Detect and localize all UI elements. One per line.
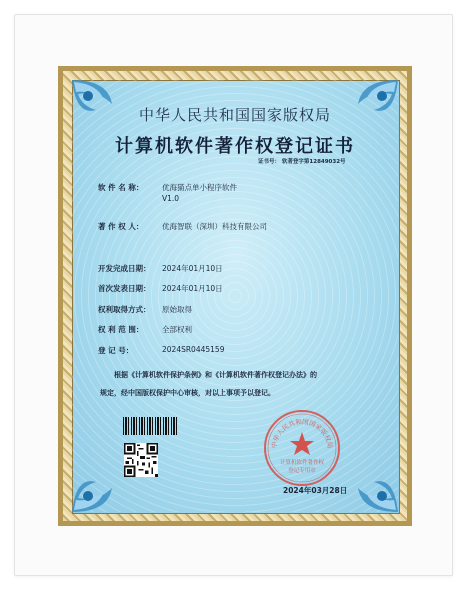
field-value: 2024年01月10日 — [162, 264, 223, 273]
certificate-title: 计算机软件著作权登记证书 — [115, 136, 355, 157]
field-label: 登 记 号： — [98, 346, 134, 355]
agency-title: 中华人民共和国国家版权局 — [138, 106, 331, 124]
issue-date: 2024年03月28日 — [283, 486, 348, 495]
field-label: 权 利 范 围： — [98, 325, 144, 334]
field-value: V1.0 — [162, 194, 180, 203]
seal-text: 中华人民共和国国家版权局 — [269, 417, 335, 449]
star-icon — [290, 432, 314, 455]
seal-subtext: 登记专用章 — [288, 468, 316, 474]
field-value: 优海猫点单小程序软件 — [162, 183, 237, 192]
field-value: 原始取得 — [162, 305, 192, 314]
field-label: 首次发表日期： — [98, 284, 151, 293]
field-value: 优海智联（深圳）科技有限公司 — [162, 222, 267, 231]
field-label: 开发完成日期： — [98, 264, 151, 273]
field-label: 著 作 权 人： — [98, 222, 144, 231]
certificate-number: 证书号： 软著登字第12849032号 — [258, 159, 346, 165]
field-label: 权利取得方式： — [98, 305, 151, 314]
statement-line: 根据《计算机软件保护条例》和《计算机软件著作权登记办法》的 — [114, 371, 317, 379]
field-value: 2024年01月10日 — [162, 284, 223, 293]
statement-paragraph — [100, 366, 376, 402]
field-label: 软 件 名 称： — [98, 183, 144, 192]
official-seal — [262, 408, 342, 488]
seal-subtext: 计算机软件著作权 — [279, 460, 325, 466]
statement-line: 规定，经中国版权保护中心审核，对以上事项予以登记。 — [100, 389, 275, 397]
barcode — [123, 417, 179, 435]
field-value: 2024SR0445159 — [162, 345, 225, 354]
field-value: 全部权利 — [162, 325, 192, 334]
qr-code — [124, 443, 158, 477]
